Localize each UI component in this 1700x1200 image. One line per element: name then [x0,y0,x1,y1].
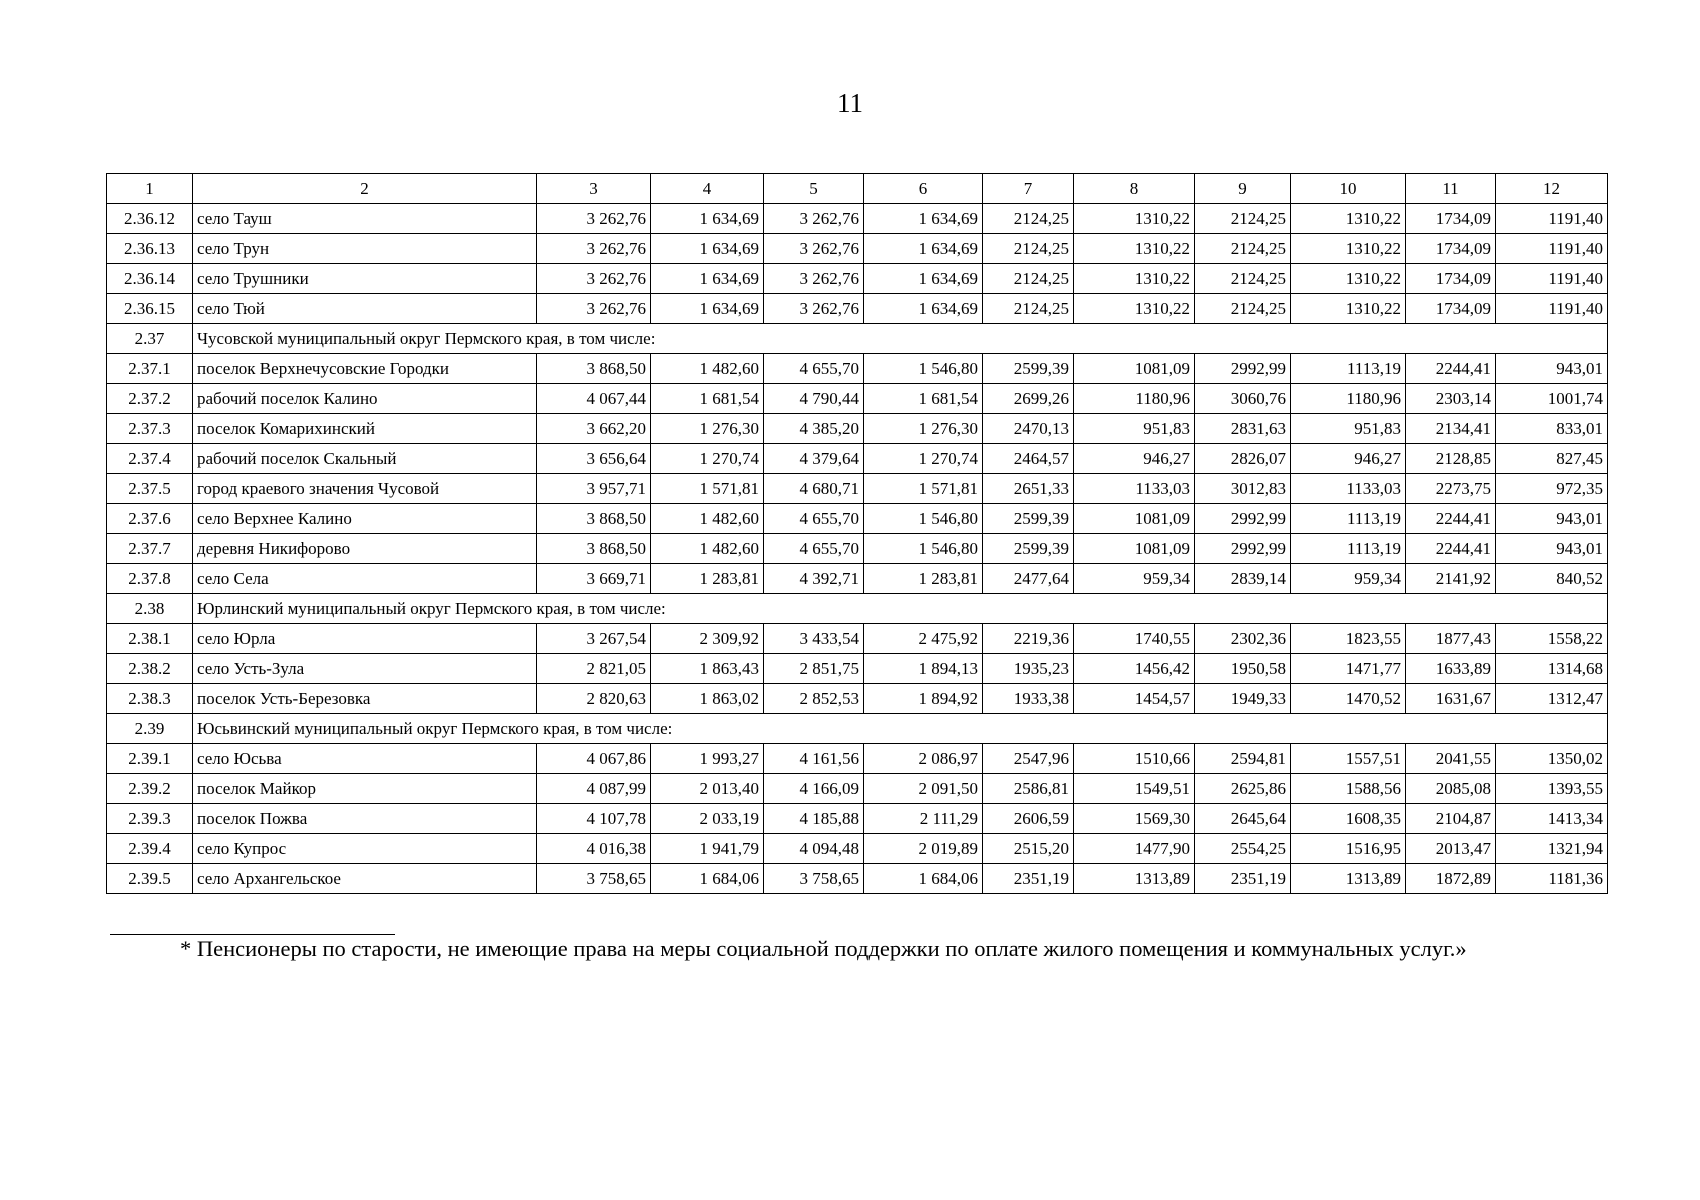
value-cell: 1 546,80 [864,534,983,564]
value-cell: 2 111,29 [864,804,983,834]
table-row [107,774,1608,804]
value-cell: 1001,74 [1496,384,1608,414]
settlement-name-cell: село Трушники [193,264,537,294]
value-cell: 1470,52 [1291,684,1406,714]
value-cell: 2351,19 [983,864,1074,894]
value-cell: 1313,89 [1074,864,1195,894]
row-code-cell: 2.39.3 [107,804,193,834]
row-code-cell: 2.37.5 [107,474,193,504]
value-cell: 959,34 [1291,564,1406,594]
table-row [107,234,1608,264]
value-cell: 3 262,76 [537,264,651,294]
value-cell: 946,27 [1291,444,1406,474]
row-code-cell: 2.38 [107,594,193,624]
value-cell: 1 276,30 [864,414,983,444]
value-cell: 1181,36 [1496,864,1608,894]
value-cell: 2992,99 [1195,534,1291,564]
value-cell: 2041,55 [1406,744,1496,774]
value-cell: 2645,64 [1195,804,1291,834]
table-row [107,354,1608,384]
value-cell: 2599,39 [983,504,1074,534]
settlement-name-cell: село Тауш [193,204,537,234]
table-row [107,264,1608,294]
table-row [107,744,1608,774]
value-cell: 2826,07 [1195,444,1291,474]
value-cell: 1 634,69 [864,234,983,264]
value-cell: 2303,14 [1406,384,1496,414]
value-cell: 3 262,76 [537,204,651,234]
header-cell: 8 [1074,174,1195,204]
value-cell: 1456,42 [1074,654,1195,684]
value-cell: 1 894,92 [864,684,983,714]
row-code-cell: 2.36.15 [107,294,193,324]
table-row [107,414,1608,444]
settlement-name-cell: поселок Майкор [193,774,537,804]
value-cell: 1310,22 [1074,204,1195,234]
row-code-cell: 2.39.4 [107,834,193,864]
value-cell: 2104,87 [1406,804,1496,834]
settlement-name-cell: поселок Пожва [193,804,537,834]
row-code-cell: 2.37 [107,324,193,354]
value-cell: 3 262,76 [537,294,651,324]
value-cell: 1133,03 [1074,474,1195,504]
row-code-cell: 2.39.2 [107,774,193,804]
value-cell: 3 262,76 [537,234,651,264]
settlement-name-cell: село Тюй [193,294,537,324]
table-row [107,834,1608,864]
value-cell: 2244,41 [1406,504,1496,534]
table-row [107,804,1608,834]
value-cell: 1454,57 [1074,684,1195,714]
value-cell: 2141,92 [1406,564,1496,594]
value-cell: 2831,63 [1195,414,1291,444]
table-row [107,654,1608,684]
value-cell: 2134,41 [1406,414,1496,444]
value-cell: 4 655,70 [764,354,864,384]
section-title-cell: Юрлинский муниципальный округ Пермского края, в том числе: [193,594,1608,624]
value-cell: 1 684,06 [651,864,764,894]
value-cell: 2464,57 [983,444,1074,474]
value-cell: 3060,76 [1195,384,1291,414]
value-cell: 2 019,89 [864,834,983,864]
value-cell: 4 087,99 [537,774,651,804]
value-cell: 4 067,44 [537,384,651,414]
row-code-cell: 2.36.13 [107,234,193,264]
table-row [107,624,1608,654]
value-cell: 943,01 [1496,354,1608,384]
row-code-cell: 2.37.4 [107,444,193,474]
value-cell: 4 067,86 [537,744,651,774]
value-cell: 2124,25 [983,294,1074,324]
value-cell: 3 656,64 [537,444,651,474]
value-cell: 4 790,44 [764,384,864,414]
settlement-name-cell: село Юрла [193,624,537,654]
table-body [107,204,1608,894]
value-cell: 840,52 [1496,564,1608,594]
value-cell: 2554,25 [1195,834,1291,864]
value-cell: 4 094,48 [764,834,864,864]
table-row [107,864,1608,894]
value-cell: 2515,20 [983,834,1074,864]
value-cell: 1180,96 [1291,384,1406,414]
value-cell: 2992,99 [1195,504,1291,534]
value-cell: 1393,55 [1496,774,1608,804]
header-cell: 5 [764,174,864,204]
value-cell: 1950,58 [1195,654,1291,684]
value-cell: 2651,33 [983,474,1074,504]
settlement-name-cell: рабочий поселок Скальный [193,444,537,474]
value-cell: 1935,23 [983,654,1074,684]
value-cell: 2 033,19 [651,804,764,834]
value-cell: 1633,89 [1406,654,1496,684]
page-number: 11 [837,88,863,118]
header-row [107,174,1608,204]
value-cell: 3012,83 [1195,474,1291,504]
value-cell: 3 262,76 [764,204,864,234]
value-cell: 1 863,43 [651,654,764,684]
value-cell: 2124,25 [983,204,1074,234]
value-cell: 2 821,05 [537,654,651,684]
footnote: * Пенсионеры по старости, не имеющие права на меры социальной поддержки по оплате жилого помещения и коммунальных услуг.» [180,936,1467,961]
header-cell: 4 [651,174,764,204]
section-row [107,714,1608,744]
value-cell: 2124,25 [983,264,1074,294]
table-row [107,504,1608,534]
value-cell: 3 267,54 [537,624,651,654]
value-cell: 2477,64 [983,564,1074,594]
value-cell: 1 681,54 [651,384,764,414]
row-code-cell: 2.38.1 [107,624,193,654]
value-cell: 943,01 [1496,504,1608,534]
value-cell: 4 161,56 [764,744,864,774]
row-code-cell: 2.36.14 [107,264,193,294]
settlement-name-cell: поселок Верхнечусовские Городки [193,354,537,384]
value-cell: 1 634,69 [651,294,764,324]
value-cell: 1734,09 [1406,294,1496,324]
value-cell: 1310,22 [1291,294,1406,324]
value-cell: 1608,35 [1291,804,1406,834]
value-cell: 2 851,75 [764,654,864,684]
footnote-separator [110,934,395,935]
value-cell: 3 758,65 [537,864,651,894]
value-cell: 1 941,79 [651,834,764,864]
value-cell: 1 546,80 [864,504,983,534]
table-header [107,174,1608,204]
settlement-name-cell: село Верхнее Калино [193,504,537,534]
row-code-cell: 2.37.8 [107,564,193,594]
value-cell: 4 385,20 [764,414,864,444]
value-cell: 1 634,69 [864,294,983,324]
value-cell: 1734,09 [1406,234,1496,264]
row-code-cell: 2.37.6 [107,504,193,534]
table-row [107,384,1608,414]
row-code-cell: 2.37.7 [107,534,193,564]
row-code-cell: 2.36.12 [107,204,193,234]
value-cell: 1477,90 [1074,834,1195,864]
value-cell: 3 868,50 [537,504,651,534]
value-cell: 4 166,09 [764,774,864,804]
value-cell: 2699,26 [983,384,1074,414]
row-code-cell: 2.37.1 [107,354,193,384]
value-cell: 972,35 [1496,474,1608,504]
settlement-name-cell: село Усть-Зула [193,654,537,684]
value-cell: 1933,38 [983,684,1074,714]
settlement-name-cell: село Архангельское [193,864,537,894]
value-cell: 2594,81 [1195,744,1291,774]
value-cell: 1 684,06 [864,864,983,894]
header-cell: 9 [1195,174,1291,204]
value-cell: 1191,40 [1496,264,1608,294]
value-cell: 1 270,74 [864,444,983,474]
header-cell: 10 [1291,174,1406,204]
value-cell: 1823,55 [1291,624,1406,654]
value-cell: 1 283,81 [864,564,983,594]
value-cell: 1 276,30 [651,414,764,444]
value-cell: 2244,41 [1406,354,1496,384]
value-cell: 2124,25 [983,234,1074,264]
value-cell: 4 379,64 [764,444,864,474]
value-cell: 1081,09 [1074,504,1195,534]
value-cell: 1 894,13 [864,654,983,684]
value-cell: 1113,19 [1291,534,1406,564]
value-cell: 1 482,60 [651,354,764,384]
value-cell: 1313,89 [1291,864,1406,894]
value-cell: 1191,40 [1496,234,1608,264]
header-cell: 6 [864,174,983,204]
value-cell: 1310,22 [1074,234,1195,264]
value-cell: 959,34 [1074,564,1195,594]
value-cell: 1877,43 [1406,624,1496,654]
value-cell: 2599,39 [983,354,1074,384]
value-cell: 2273,75 [1406,474,1496,504]
header-cell: 11 [1406,174,1496,204]
value-cell: 1081,09 [1074,534,1195,564]
value-cell: 1191,40 [1496,204,1608,234]
value-cell: 943,01 [1496,534,1608,564]
value-cell: 1310,22 [1291,234,1406,264]
value-cell: 1191,40 [1496,294,1608,324]
header-cell: 1 [107,174,193,204]
value-cell: 2124,25 [1195,234,1291,264]
value-cell: 1 634,69 [651,264,764,294]
value-cell: 1113,19 [1291,504,1406,534]
value-cell: 1310,22 [1291,264,1406,294]
value-cell: 2 086,97 [864,744,983,774]
table-row [107,204,1608,234]
value-cell: 3 957,71 [537,474,651,504]
value-cell: 2085,08 [1406,774,1496,804]
value-cell: 1 571,81 [864,474,983,504]
section-title-cell: Чусовской муниципальный округ Пермского края, в том числе: [193,324,1608,354]
row-code-cell: 2.38.3 [107,684,193,714]
row-code-cell: 2.39.5 [107,864,193,894]
value-cell: 3 662,20 [537,414,651,444]
value-cell: 4 185,88 [764,804,864,834]
table-row [107,444,1608,474]
table-row [107,474,1608,504]
row-code-cell: 2.37.2 [107,384,193,414]
value-cell: 1314,68 [1496,654,1608,684]
value-cell: 2013,47 [1406,834,1496,864]
section-title-cell: Юсьвинский муниципальный округ Пермского края, в том числе: [193,714,1608,744]
table-row [107,684,1608,714]
value-cell: 1872,89 [1406,864,1496,894]
header-cell: 2 [193,174,537,204]
settlement-name-cell: рабочий поселок Калино [193,384,537,414]
value-cell: 2124,25 [1195,264,1291,294]
row-code-cell: 2.37.3 [107,414,193,444]
value-cell: 2470,13 [983,414,1074,444]
value-cell: 1 283,81 [651,564,764,594]
value-cell: 1180,96 [1074,384,1195,414]
settlement-name-cell: село Трун [193,234,537,264]
value-cell: 1310,22 [1074,264,1195,294]
value-cell: 2586,81 [983,774,1074,804]
value-cell: 2128,85 [1406,444,1496,474]
settlement-name-cell: поселок Комарихинский [193,414,537,444]
value-cell: 2599,39 [983,534,1074,564]
value-cell: 1516,95 [1291,834,1406,864]
value-cell: 1350,02 [1496,744,1608,774]
value-cell: 1510,66 [1074,744,1195,774]
value-cell: 1 681,54 [864,384,983,414]
value-cell: 833,01 [1496,414,1608,444]
settlement-name-cell: село Юсьва [193,744,537,774]
value-cell: 2 013,40 [651,774,764,804]
value-cell: 2625,86 [1195,774,1291,804]
value-cell: 3 262,76 [764,294,864,324]
value-cell: 2219,36 [983,624,1074,654]
value-cell: 1310,22 [1291,204,1406,234]
value-cell: 1312,47 [1496,684,1608,714]
value-cell: 1558,22 [1496,624,1608,654]
value-cell: 1081,09 [1074,354,1195,384]
value-cell: 1133,03 [1291,474,1406,504]
value-cell: 1734,09 [1406,204,1496,234]
value-cell: 2992,99 [1195,354,1291,384]
value-cell: 2 852,53 [764,684,864,714]
value-cell: 2302,36 [1195,624,1291,654]
value-cell: 1 634,69 [864,264,983,294]
value-cell: 4 016,38 [537,834,651,864]
value-cell: 1569,30 [1074,804,1195,834]
value-cell: 951,83 [1291,414,1406,444]
value-cell: 951,83 [1074,414,1195,444]
value-cell: 2 820,63 [537,684,651,714]
value-cell: 2244,41 [1406,534,1496,564]
value-cell: 2124,25 [1195,204,1291,234]
header-cell: 12 [1496,174,1608,204]
value-cell: 4 680,71 [764,474,864,504]
value-cell: 2124,25 [1195,294,1291,324]
value-cell: 2606,59 [983,804,1074,834]
value-cell: 1113,19 [1291,354,1406,384]
value-cell: 2351,19 [1195,864,1291,894]
value-cell: 1 863,02 [651,684,764,714]
value-cell: 3 868,50 [537,534,651,564]
value-cell: 2 309,92 [651,624,764,654]
value-cell: 1 634,69 [864,204,983,234]
value-cell: 1 270,74 [651,444,764,474]
table-row [107,534,1608,564]
table-row [107,294,1608,324]
value-cell: 2547,96 [983,744,1074,774]
value-cell: 2 475,92 [864,624,983,654]
value-cell: 1557,51 [1291,744,1406,774]
value-cell: 3 669,71 [537,564,651,594]
value-cell: 1 546,80 [864,354,983,384]
row-code-cell: 2.39 [107,714,193,744]
row-code-cell: 2.39.1 [107,744,193,774]
value-cell: 3 758,65 [764,864,864,894]
value-cell: 1631,67 [1406,684,1496,714]
value-cell: 1740,55 [1074,624,1195,654]
value-cell: 4 655,70 [764,534,864,564]
value-cell: 3 433,54 [764,624,864,654]
settlement-name-cell: город краевого значения Чусовой [193,474,537,504]
value-cell: 1310,22 [1074,294,1195,324]
tariff-table [106,173,1608,894]
value-cell: 4 655,70 [764,504,864,534]
section-row [107,594,1608,624]
section-row [107,324,1608,354]
value-cell: 1588,56 [1291,774,1406,804]
settlement-name-cell: поселок Усть-Березовка [193,684,537,714]
value-cell: 1734,09 [1406,264,1496,294]
value-cell: 1321,94 [1496,834,1608,864]
value-cell: 1 993,27 [651,744,764,774]
value-cell: 1 634,69 [651,234,764,264]
header-cell: 3 [537,174,651,204]
value-cell: 1 571,81 [651,474,764,504]
settlement-name-cell: деревня Никифорово [193,534,537,564]
settlement-name-cell: село Купрос [193,834,537,864]
value-cell: 946,27 [1074,444,1195,474]
value-cell: 1413,34 [1496,804,1608,834]
settlement-name-cell: село Села [193,564,537,594]
value-cell: 4 392,71 [764,564,864,594]
header-cell: 7 [983,174,1074,204]
value-cell: 3 262,76 [764,234,864,264]
value-cell: 1949,33 [1195,684,1291,714]
value-cell: 1 482,60 [651,504,764,534]
value-cell: 1471,77 [1291,654,1406,684]
value-cell: 827,45 [1496,444,1608,474]
value-cell: 3 262,76 [764,264,864,294]
value-cell: 3 868,50 [537,354,651,384]
value-cell: 4 107,78 [537,804,651,834]
row-code-cell: 2.38.2 [107,654,193,684]
value-cell: 1 482,60 [651,534,764,564]
value-cell: 1549,51 [1074,774,1195,804]
value-cell: 1 634,69 [651,204,764,234]
table-row [107,564,1608,594]
value-cell: 2839,14 [1195,564,1291,594]
value-cell: 2 091,50 [864,774,983,804]
